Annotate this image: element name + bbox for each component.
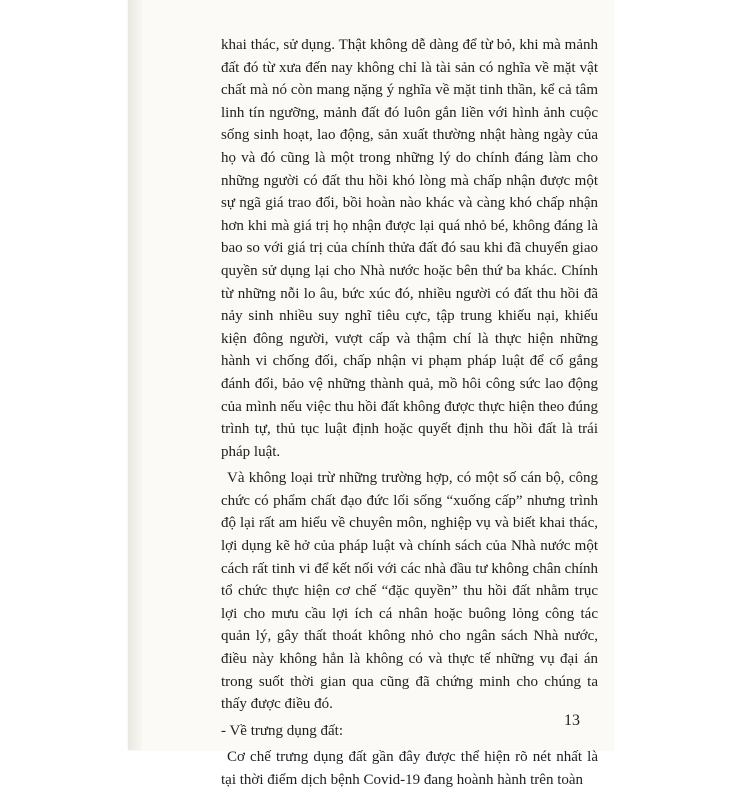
paragraph-officials: Và không loại trừ những trường hợp, có một số cán bộ, công chức có phẩm chất đạo đức lối sống “xuống cấp” nhưng trình độ lại rất am hiểu về chuyên môn, nghiệp vụ và biết khai thác, lợi dụng kẽ hở của pháp luật và chính sách của Nhà nước một cách rất tinh vi để kết nối với các nhà đầu tư không chân chính tổ chức thực hiện cơ chế “đặc quyền” thu hồi đất nhằm trục lợi cho mưu cầu lợi ích cá nhân hoặc buông lỏng công tác quản lý, gây thất thoát không nhỏ cho ngân sách Nhà nước, điều này không hẳn là không có và thực tế những vụ đại án trong suốt thời gian qua cũng đã chứng minh cho chúng ta thấy được điều đó. [221,470,598,713]
paragraph-land-attachment: khai thác, sử dụng. Thật không dễ dàng để từ bỏ, khi mà mảnh đất đó từ xưa đến nay không chỉ là tài sản có nghĩa về mặt vật chất mà nó còn mang nặng ý nghĩa về mặt tinh thần, kể cả tâm linh tín ngưỡng, mảnh đất đó luôn gắn liền với hình ảnh cuộc sống sinh hoạt, lao động, sản xuất thường nhật hàng ngày của họ và đó cũng là một trong những lý do chính đáng làm cho những người có đất thu hồi khó lòng mà chấp nhận được một sự ngã giá trao đổi, bồi hoàn nào khác và càng khó chấp nhận hơn khi mà giá trị họ nhận được lại quá nhỏ bé, không đáng là bao so với giá trị của chính thửa đất đó sau khi đã chuyển giao quyền sử dụng lại cho Nhà nước hoặc bên thứ ba khác. Chính từ những nỗi lo âu, bức xúc đó, nhiều người có đất thu hồi đã nảy sinh nhiều suy nghĩ tiêu cực, tập trung khiếu nại, khiếu kiện đông người, vượt cấp và thậm chí là thực hiện những hành vi chống đối, chấp nhận vi phạm pháp luật để cố gắng đánh đổi, bảo vệ những thành quả, mồ hôi công sức lao động của mình nếu việc thu hồi đất không được thực hiện theo đúng trình tự, thủ tục luật định hoặc quyết định thu hồi đất là trái pháp luật. [221,37,598,460]
book-page [128,0,613,788]
page-number: 13 [564,712,580,729]
paragraph-requisition: Cơ chế trưng dụng đất gần đây được thể hiện rõ nét nhất là tại thời điểm dịch bệnh Covid-19 đang hoành hành trên toàn [221,749,598,788]
body-text [221,34,598,792]
section-subheading: - Về trưng dụng đất: [221,722,343,739]
page-gutter [128,0,142,750]
